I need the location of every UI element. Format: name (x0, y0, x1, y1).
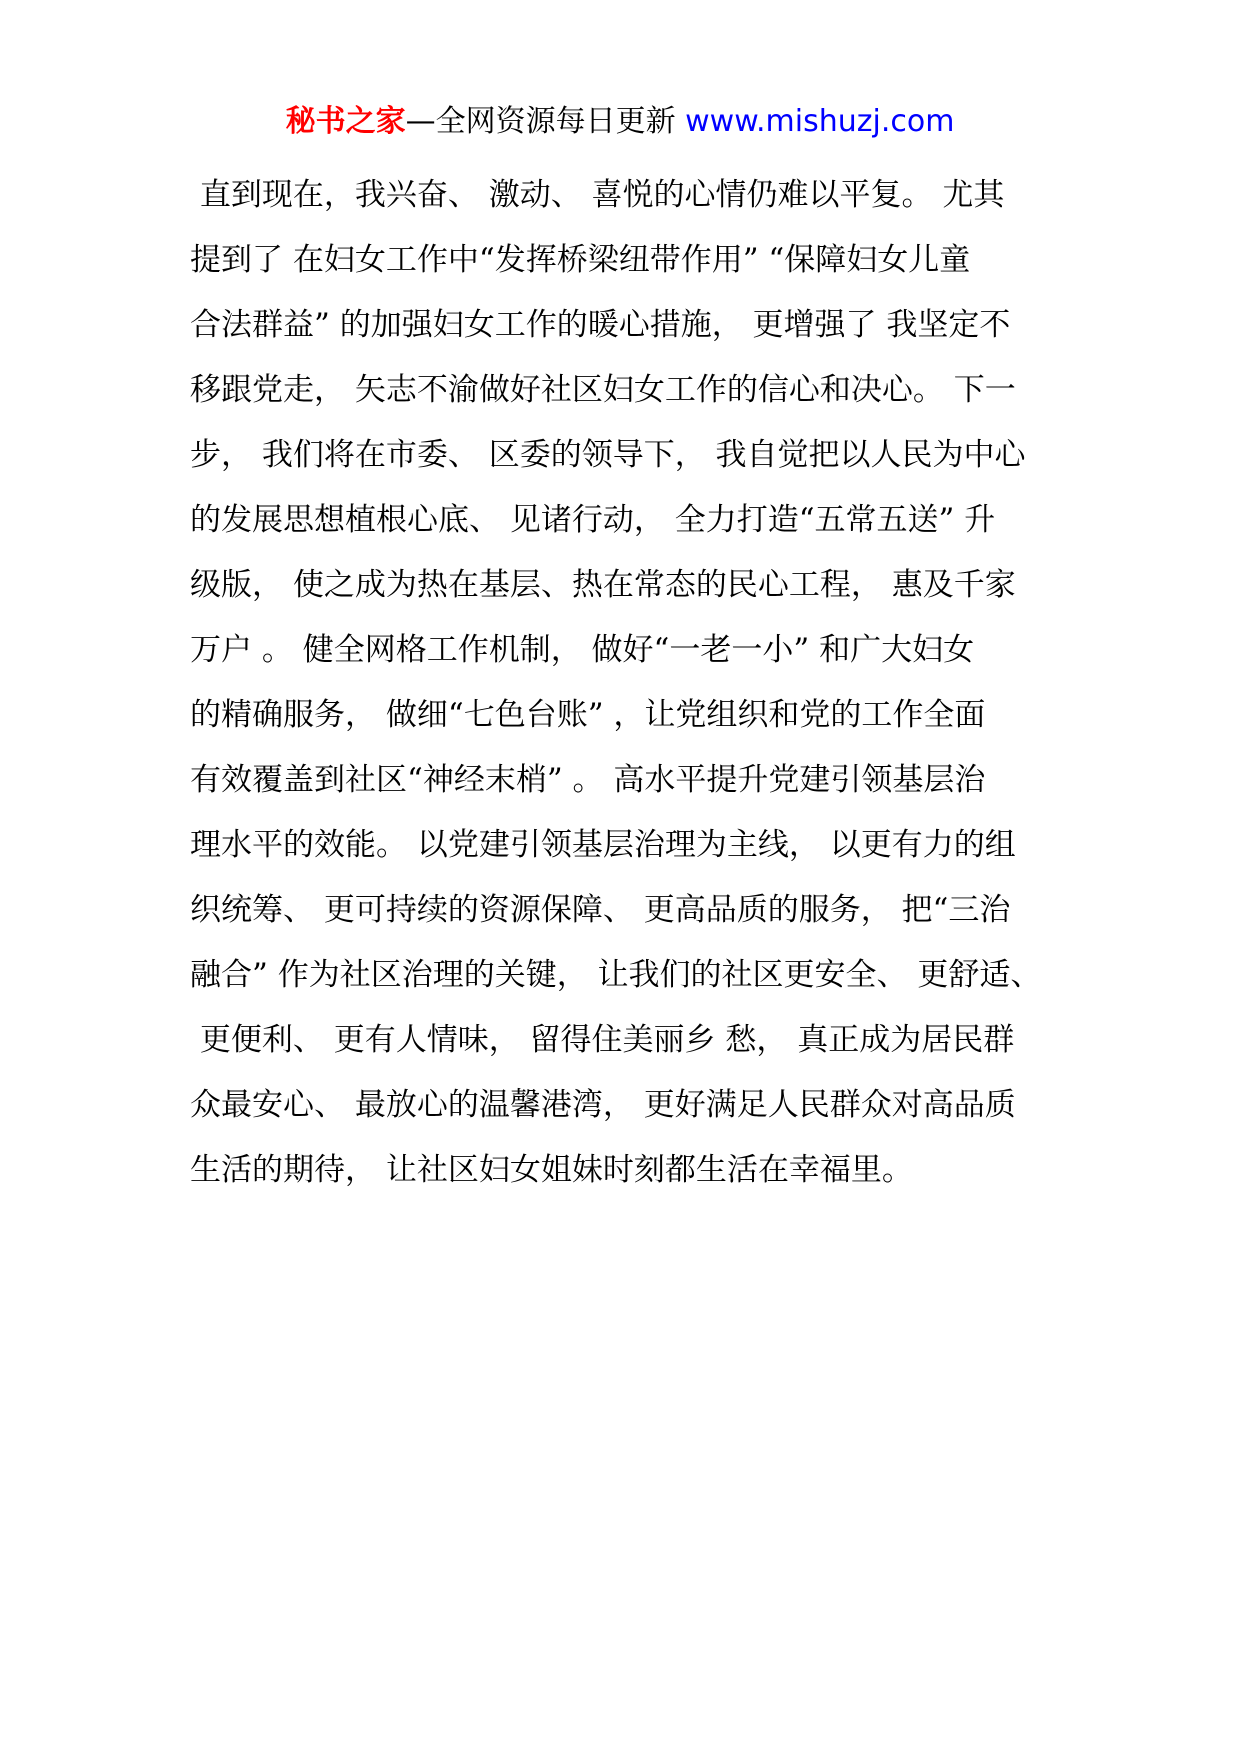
text-line: 万户 。 健全网格工作机制， 做好“一老一小” 和广大妇女 (190, 632, 975, 668)
text-line: 直到现在，我兴奋、 激动、 喜悦的心情仍难以平复。 尤其 (190, 177, 1005, 213)
text-line: 合法群益” 的加强妇女工作的暖心措施， 更增强了 我坚定不 (190, 307, 1011, 343)
header-tagline: —全网资源每日更新 (405, 104, 676, 139)
text-line: 生活的期待， 让社区妇女姐妹时刻都生活在幸福里。 (190, 1152, 913, 1188)
text-line: 织统筹、 更可持续的资源保障、 更高品质的服务， 把“三治 (190, 892, 1011, 928)
text-line: 众最安心、 最放心的温馨港湾， 更好满足人民群众对高品质 (190, 1087, 1016, 1123)
text-line: 的发展思想植根心底、 见诸行动， 全力打造“五常五送” 升 (190, 502, 996, 538)
site-header (0, 100, 1240, 144)
body-paragraph (190, 163, 1060, 1203)
brand-name: 秘书之家 (285, 104, 406, 139)
text-line: 移跟党走， 矢志不渝做好社区妇女工作的信心和决心。 下一 (190, 372, 1016, 408)
text-line: 的精确服务， 做细“七色台账” ，让党组织和党的工作全面 (190, 697, 986, 733)
text-line: 更便利、 更有人情味， 留得住美丽乡 愁， 真正成为居民群 (190, 1022, 1015, 1058)
text-line: 融合” 作为社区治理的关键， 让我们的社区更安全、 更舒适、 (190, 957, 1042, 993)
site-url-link[interactable]: www.mishuzj.com (685, 104, 955, 139)
text-line: 级版， 使之成为热在基层、热在常态的民心工程， 惠及千家 (190, 567, 1016, 603)
text-line: 有效覆盖到社区“神经末梢” 。 高水平提升党建引领基层治 (190, 762, 986, 798)
text-line: 步， 我们将在市委、 区委的领导下， 我自觉把以人民为中心 (190, 437, 1026, 473)
text-line: 提到了 在妇女工作中“发挥桥梁纽带作用” “保障妇女儿童 (190, 242, 971, 278)
text-line: 理水平的效能。 以党建引领基层治理为主线， 以更有力的组 (190, 827, 1016, 863)
